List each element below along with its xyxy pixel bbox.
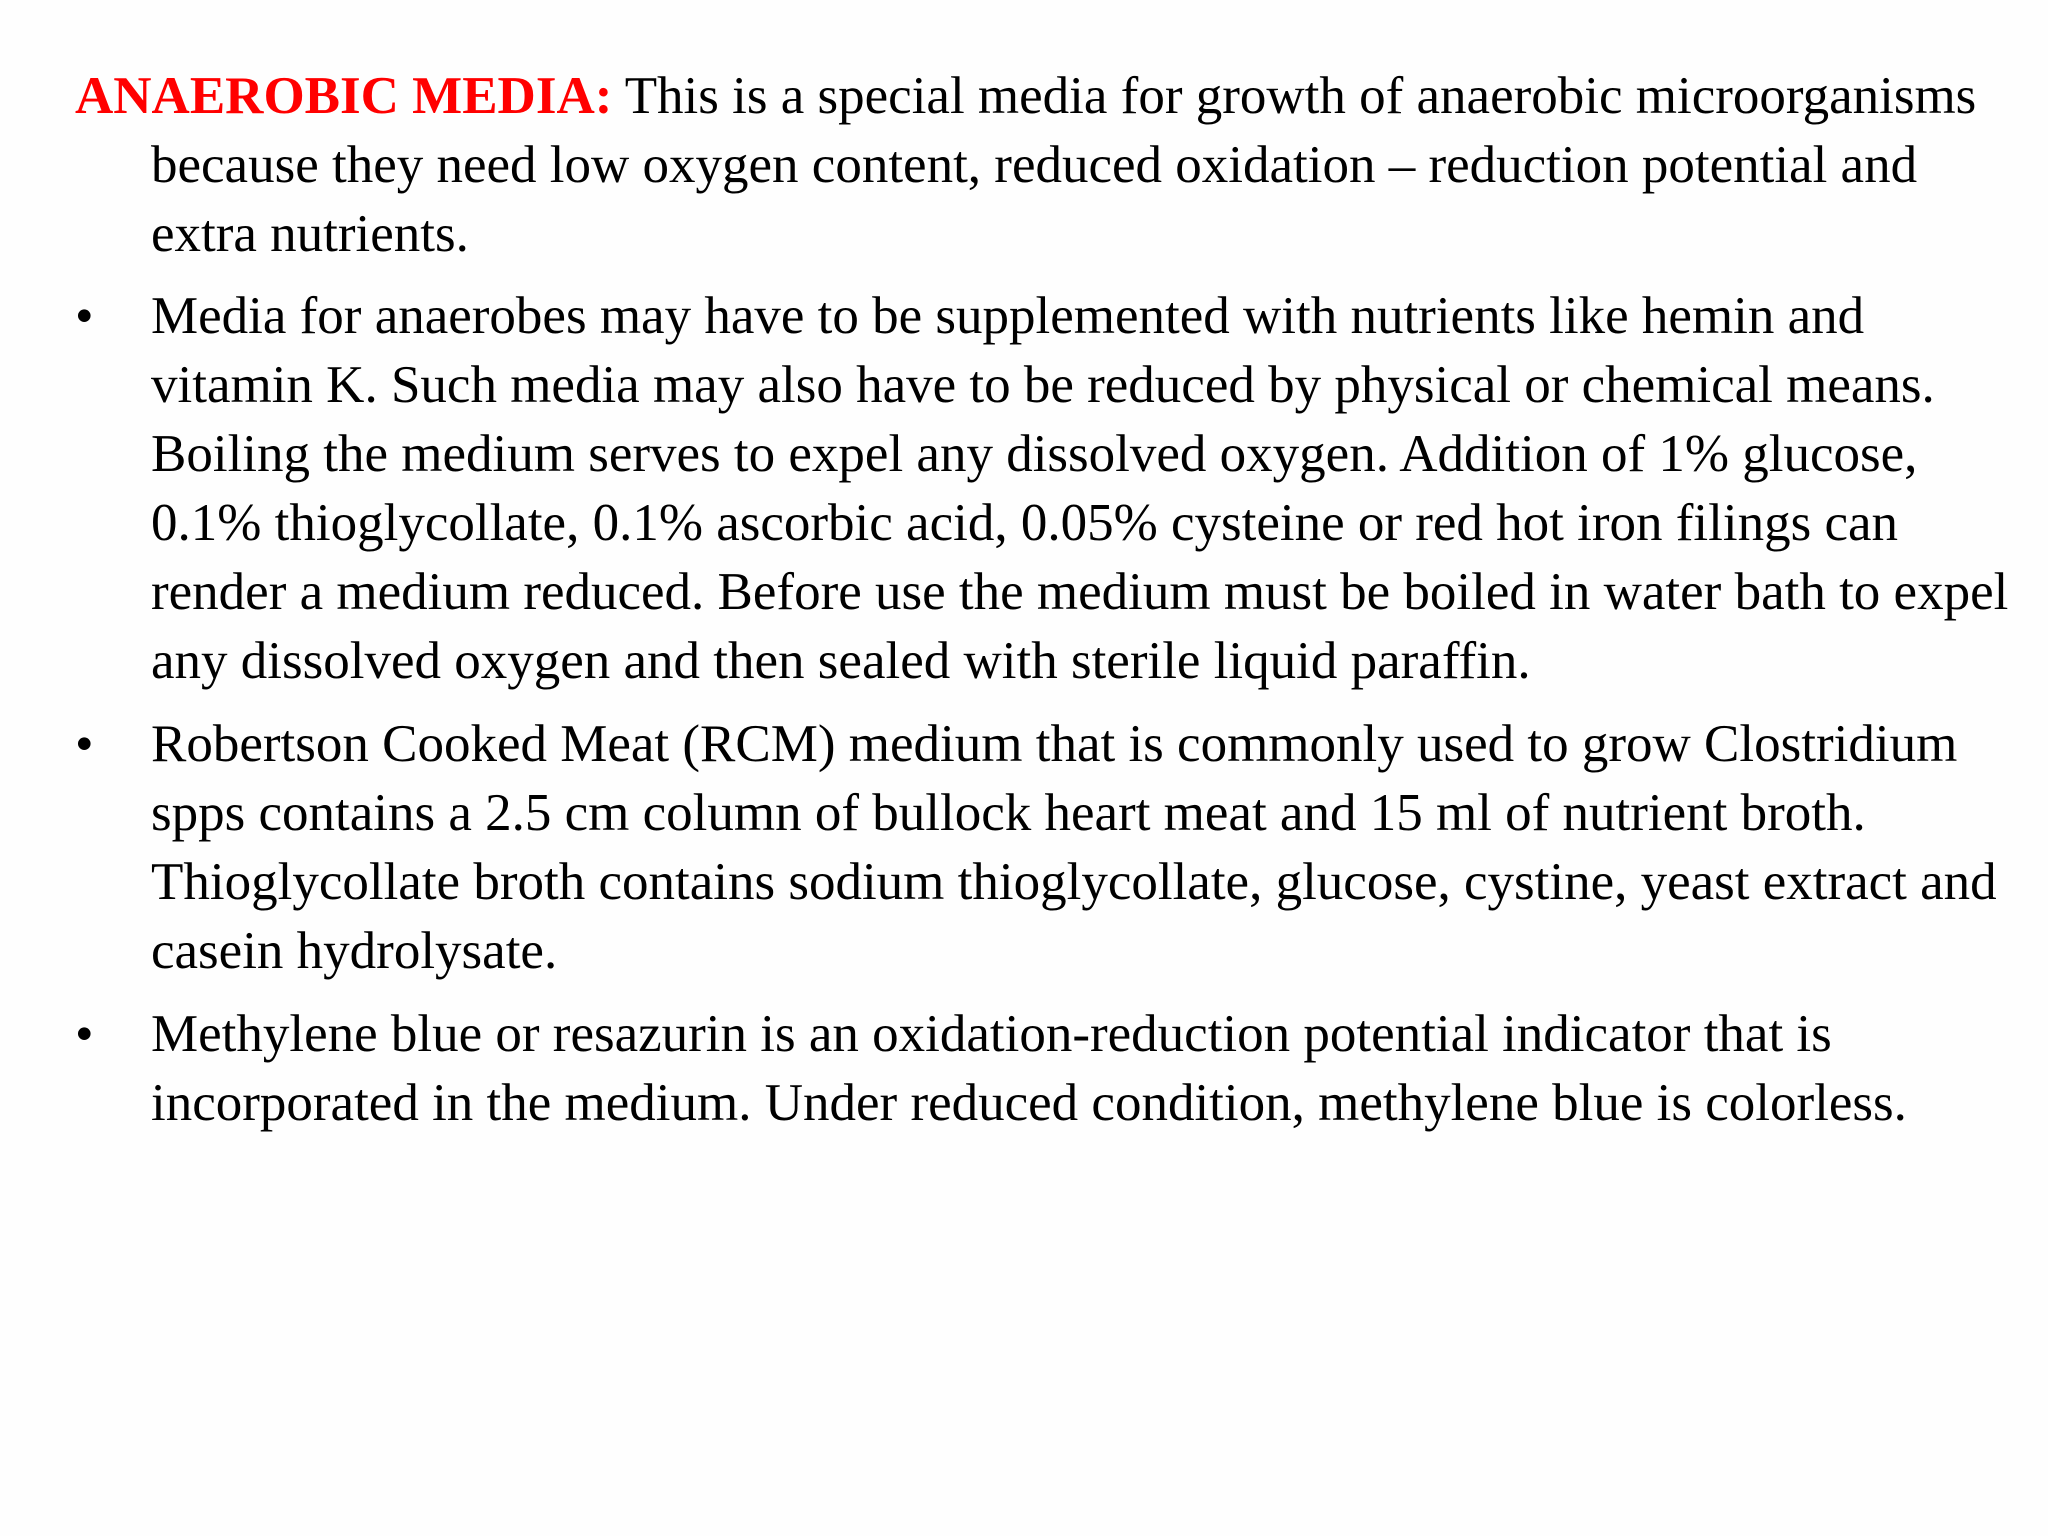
bullet-text: Robertson Cooked Meat (RCM) medium that is commonly used to grow Clostridium spps contains a 2.5 cm column of bullock heart meat and 15 ml of nutrient broth. Thioglycollate broth contains sodium thioglycollate, glucose, cystine, yeast extract and casein hydrolysate.: [151, 715, 1997, 980]
bullet-item: [75, 710, 2035, 986]
bullet-text: Media for anaerobes may have to be supplemented with nutrients like hemin and vitamin K. Such media may also have to be reduced by physical or chemical means. Boiling the medium serves to expel any dissolved oxygen. Addition of 1% glucose, 0.1% thioglycollate, 0.1% ascorbic acid, 0.05% cysteine or red hot iron filings can render a medium reduced. Before use the medium must be boiled in water bath to expel any dissolved oxygen and then sealed with sterile liquid paraffin.: [151, 287, 2009, 690]
bullet-item: [75, 1000, 2035, 1138]
intro-text: This is a special media for growth of anaerobic microorganisms because they need low oxygen content, reduced oxidation – reduction potential and extra nutrients.: [151, 67, 1977, 263]
bullet-icon: •: [75, 287, 94, 345]
bullet-icon: •: [75, 1005, 94, 1063]
slide-heading: ANAEROBIC MEDIA:: [75, 67, 613, 125]
slide-content: [75, 62, 2035, 1152]
bullet-list: [75, 282, 2035, 1138]
bullet-item: [75, 282, 2035, 696]
intro-paragraph: [75, 62, 2035, 269]
bullet-icon: •: [75, 715, 94, 773]
bullet-text: Methylene blue or resazurin is an oxidation-reduction potential indicator that is incorporated in the medium. Under reduced condition, methylene blue is colorless.: [151, 1005, 1907, 1132]
